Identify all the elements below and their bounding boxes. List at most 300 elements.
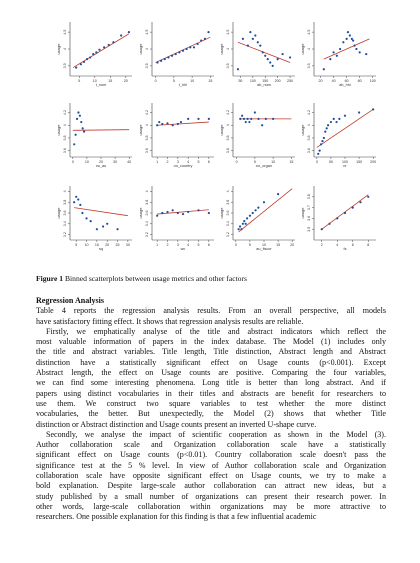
data-point — [336, 55, 338, 57]
y-tick-label: 3.5 — [226, 63, 230, 69]
data-point — [272, 65, 274, 67]
data-point — [330, 121, 332, 123]
fit-line — [74, 208, 128, 216]
x-tick-label: 25 — [115, 243, 120, 247]
data-point — [332, 51, 334, 53]
y-tick-label: 3.4 — [63, 221, 67, 227]
x-tick-label: 10 — [190, 79, 195, 83]
data-point — [328, 223, 330, 225]
data-point — [75, 196, 77, 198]
paragraph-2-line: vocabularies, the better. But unexpectedly, the Model (2) shows that whether Title — [36, 409, 386, 419]
paragraph-3-line: study published by a small number of organizations can present their research power. In — [36, 491, 386, 501]
data-point — [156, 215, 158, 217]
paragraph-3-line: significance test at the 5 % level. In view of Author collaboration scale and Organization — [36, 460, 386, 470]
data-point — [164, 58, 166, 60]
data-point — [171, 55, 173, 57]
data-point — [172, 209, 174, 211]
data-point — [269, 61, 271, 63]
y-tick-label: 3.4 — [145, 221, 149, 227]
data-point — [177, 123, 179, 125]
scatterplot-ab_hhi — [300, 22, 376, 87]
y-tick-label: 3.6 — [226, 148, 230, 154]
paragraphs — [36, 306, 386, 522]
y-tick-label: 4.2 — [63, 110, 67, 116]
x-tick-label: 150 — [262, 79, 269, 83]
scatterplot-fs — [300, 186, 376, 251]
y-tick-label: 4 — [145, 48, 149, 50]
data-point — [178, 51, 180, 53]
data-point — [208, 212, 210, 214]
data-point — [329, 58, 331, 60]
data-point — [186, 48, 188, 50]
data-point — [372, 108, 374, 110]
x-axis-label: no_au — [95, 164, 107, 168]
data-point — [166, 122, 168, 124]
x-tick-label: 100 — [369, 79, 376, 83]
data-point — [254, 209, 256, 211]
x-axis-label: ab_num — [257, 83, 271, 87]
x-tick-label: 0 — [235, 160, 238, 164]
y-tick-label: 3.8 — [63, 135, 67, 141]
fit-line — [324, 39, 370, 59]
data-point — [254, 111, 256, 113]
y-tick-label: 4 — [63, 190, 67, 193]
figure-caption — [36, 274, 247, 283]
data-point — [83, 61, 85, 63]
data-point — [265, 118, 267, 120]
paragraph-1-line: Table 4 reports the regression analysis results. From an overall perspective, all models — [36, 306, 386, 316]
y-tick-label: 3.7 — [307, 205, 311, 211]
data-point — [82, 127, 84, 129]
data-point — [245, 223, 247, 225]
x-tick-label: 15 — [94, 243, 99, 247]
x-tick-label: 20 — [99, 160, 103, 164]
scatterplot-sq — [56, 186, 132, 251]
x-tick-label: 20 — [123, 79, 128, 83]
data-point — [79, 115, 81, 117]
data-point — [237, 68, 239, 70]
data-point — [128, 31, 130, 33]
x-tick-label: 5 — [75, 243, 78, 247]
x-tick-label: 15 — [289, 160, 294, 164]
y-tick-label: 4.2 — [307, 110, 311, 116]
x-tick-label: 200 — [370, 160, 377, 164]
data-point — [359, 201, 361, 203]
data-point — [359, 51, 361, 53]
data-point — [333, 118, 335, 120]
data-point — [257, 118, 259, 120]
x-tick-label: 250 — [287, 79, 294, 83]
y-tick-label: 4 — [226, 48, 230, 50]
data-point — [103, 46, 105, 48]
scatterplot-no_au — [56, 103, 132, 168]
x-tick-label: 5 — [197, 160, 200, 164]
x-tick-label: 100 — [342, 160, 348, 164]
paragraph-3-line: collaboration scale have opposite significant effect on Usage counts, we try to make a — [36, 471, 386, 481]
data-point — [73, 143, 75, 145]
paragraph-2-line: most valuable information of papers in the index database. The Model (1) includes only — [36, 337, 386, 347]
y-tick-label: 4.2 — [145, 110, 149, 116]
y-tick-label: 3.8 — [307, 135, 311, 141]
scatterplot-wc — [138, 186, 214, 251]
x-tick-label: 20 — [318, 79, 323, 83]
data-point — [161, 212, 163, 214]
figure-caption-label: Figure 1 — [36, 274, 64, 283]
data-point — [319, 150, 321, 152]
body-text — [36, 296, 386, 523]
data-point — [358, 111, 360, 113]
y-tick-label: 4 — [307, 124, 311, 127]
x-axis-label: wc — [180, 247, 186, 251]
x-tick-label: 0 — [234, 243, 237, 247]
data-point — [338, 118, 340, 120]
x-tick-label: 150 — [356, 160, 363, 164]
data-point — [342, 41, 344, 43]
scatterplot-t_hhi — [138, 22, 214, 87]
x-axis-label: t_num — [95, 83, 107, 87]
data-point — [77, 198, 79, 200]
data-point — [250, 118, 252, 120]
data-point — [317, 153, 319, 155]
y-tick-label: 4.5 — [145, 29, 149, 35]
x-tick-label: 50 — [328, 160, 333, 164]
y-axis-label: usage — [300, 207, 305, 219]
data-point — [189, 46, 191, 48]
data-point — [80, 63, 82, 65]
paragraph-3-line: significant effect on Usage counts (p<0.01). Country collaboration scale doesn't pass the — [36, 450, 386, 460]
x-tick-label: 30 — [125, 243, 130, 247]
x-tick-label: 60 — [344, 79, 349, 83]
data-point — [80, 121, 82, 123]
data-point — [252, 212, 254, 214]
y-tick-label: 3.8 — [145, 135, 149, 141]
data-point — [197, 118, 199, 120]
y-tick-label: 4.5 — [226, 29, 230, 35]
y-axis-label: usage — [138, 207, 143, 219]
x-tick-label: 3 — [176, 160, 179, 164]
y-tick-label: 3.5 — [145, 63, 149, 69]
x-tick-label: 6 — [207, 243, 210, 247]
binned-scatterplot-figure — [0, 0, 420, 268]
paragraph-2-line: distinction have a statistically significant effect on Usage counts (p<0.001). Except — [36, 357, 386, 367]
paragraph-2-line: we can find some interesting phenomena. Long title is better than long abstract. And if — [36, 378, 386, 388]
data-point — [249, 215, 251, 217]
y-tick-label: 4.2 — [226, 110, 230, 116]
data-point — [321, 228, 323, 230]
y-tick-label: 3.8 — [63, 199, 67, 205]
y-tick-label: 4.5 — [63, 29, 67, 35]
y-axis-label: usage — [219, 207, 224, 219]
data-point — [320, 143, 322, 145]
x-tick-label: 50 — [238, 79, 243, 83]
scatterplot-nr — [300, 103, 376, 168]
data-point — [193, 46, 195, 48]
data-point — [90, 220, 92, 222]
y-tick-label: 4 — [226, 124, 230, 127]
data-point — [182, 50, 184, 52]
data-point — [352, 207, 354, 209]
y-tick-label: 3.6 — [145, 210, 149, 216]
figure-caption-text: Binned scatterplots between usage metrics and other factors — [64, 274, 247, 283]
data-point — [166, 211, 168, 213]
data-point — [242, 38, 244, 40]
fit-line — [239, 189, 293, 232]
y-tick-label: 3.8 — [145, 199, 149, 205]
data-point — [243, 118, 245, 120]
y-axis-label: usage — [56, 124, 61, 136]
data-point — [252, 38, 254, 40]
data-point — [326, 127, 328, 129]
y-tick-label: 4 — [307, 48, 311, 50]
data-point — [81, 212, 83, 214]
scatterplot-t_num — [56, 22, 132, 87]
y-tick-label: 3.2 — [63, 232, 67, 238]
data-point — [96, 228, 98, 230]
data-point — [85, 217, 87, 219]
data-point — [161, 123, 163, 125]
x-tick-label: 15 — [208, 79, 213, 83]
data-point — [323, 137, 325, 139]
x-tick-label: 6 — [351, 243, 354, 247]
x-tick-label: 20 — [290, 243, 295, 247]
paragraph-1-line: have satisfactory fitting effect. It shows that regression analysis results are reliable. — [36, 316, 304, 326]
paragraph-3-line: Secondly, we analyse the impact of scientific cooperation as shown in the Model (3). — [46, 429, 386, 439]
x-tick-label: 10 — [84, 243, 89, 247]
x-axis-label: nr — [343, 164, 347, 168]
data-point — [344, 212, 346, 214]
data-point — [243, 220, 245, 222]
x-tick-label: 15 — [276, 243, 281, 247]
data-point — [95, 51, 97, 53]
data-point — [177, 212, 179, 214]
x-axis-label: fs — [343, 247, 347, 251]
data-point — [238, 228, 240, 230]
x-tick-label: 1 — [156, 243, 159, 247]
data-point — [349, 34, 351, 36]
y-tick-label: 3.8 — [307, 194, 311, 200]
scatterplot-au_fiscor — [219, 186, 295, 251]
x-axis-label: t_hhi — [178, 83, 188, 87]
data-point — [86, 58, 88, 60]
x-tick-label: 30 — [113, 160, 118, 164]
data-point — [267, 58, 269, 60]
y-tick-label: 4 — [63, 124, 67, 127]
x-tick-label: 4 — [187, 160, 190, 164]
paragraph-3-line: bold explanation. Despite large-scale author collaboration can attract new ideas, but a — [36, 481, 386, 491]
fit-line — [238, 42, 290, 62]
x-tick-label: 2 — [320, 243, 323, 247]
paragraph-3-line: other words, large-scale collaboration within organizations may be more attractive to — [36, 501, 386, 511]
data-point — [102, 225, 104, 227]
x-tick-label: 40 — [127, 160, 132, 164]
data-point — [257, 207, 259, 209]
data-point — [365, 53, 367, 55]
y-tick-label: 3.2 — [226, 232, 230, 238]
data-point — [156, 124, 158, 126]
x-tick-label: 8 — [367, 243, 370, 247]
x-tick-label: 5 — [253, 160, 256, 164]
data-point — [264, 55, 266, 57]
data-point — [172, 124, 174, 126]
data-point — [352, 39, 354, 41]
data-point — [263, 201, 265, 203]
data-point — [245, 121, 247, 123]
data-point — [207, 31, 209, 33]
y-tick-label: 4 — [145, 190, 149, 193]
x-tick-label: 15 — [108, 79, 113, 83]
data-point — [353, 45, 355, 47]
x-tick-label: 4 — [187, 243, 190, 247]
x-tick-label: 10 — [84, 160, 89, 164]
section-heading: Regression Analysis — [36, 296, 105, 305]
data-point — [327, 124, 329, 126]
y-tick-label: 4 — [63, 48, 67, 50]
x-tick-label: 100 — [249, 79, 256, 83]
data-point — [242, 223, 244, 225]
data-point — [336, 217, 338, 219]
x-tick-label: 5 — [172, 79, 175, 83]
paragraph-2-line: distinction or Abstract distinction and Usage counts present an inverted U-shape curve. — [36, 419, 317, 429]
y-tick-label: 3.6 — [63, 210, 67, 216]
y-tick-label: 3.5 — [307, 63, 311, 69]
x-tick-label: 10 — [92, 79, 97, 83]
x-tick-label: 2 — [166, 160, 169, 164]
data-point — [321, 140, 323, 142]
x-tick-label: 1 — [156, 160, 159, 164]
scatterplot-no_country — [138, 103, 214, 168]
x-tick-label: 3 — [176, 243, 179, 247]
x-tick-label: 0 — [71, 160, 74, 164]
y-axis-label: usage — [56, 43, 61, 55]
data-point — [108, 44, 110, 46]
x-tick-label: 5 — [78, 79, 81, 83]
data-point — [239, 118, 241, 120]
data-point — [160, 60, 162, 62]
y-axis-label: usage — [300, 43, 305, 55]
data-point — [347, 31, 349, 33]
data-point — [200, 39, 202, 41]
data-point — [344, 115, 346, 117]
y-tick-label: 3.8 — [226, 135, 230, 141]
x-tick-label: 5 — [248, 243, 251, 247]
data-point — [339, 48, 341, 50]
y-tick-label: 3.5 — [307, 226, 311, 232]
data-point — [98, 49, 100, 51]
x-tick-label: 5 — [197, 243, 200, 247]
x-tick-label: 40 — [331, 79, 336, 83]
data-point — [257, 41, 259, 43]
x-axis-label: au_fiscor — [256, 247, 272, 251]
data-point — [77, 111, 79, 113]
fit-line — [157, 122, 209, 125]
x-tick-label: 0 — [315, 160, 318, 164]
scatterplot-ab_num — [219, 22, 295, 87]
data-point — [254, 34, 256, 36]
data-point — [112, 41, 114, 43]
data-point — [73, 201, 75, 203]
paragraph-2-line: Firstly, we emphatically analyse of the title and abstract indicators which reflect the — [46, 326, 386, 336]
y-axis-label: usage — [219, 43, 224, 55]
x-axis-label: ab_hhi — [339, 83, 351, 87]
data-point — [240, 228, 242, 230]
y-tick-label: 3.6 — [307, 215, 311, 221]
data-point — [187, 118, 189, 120]
x-tick-label: 10 — [262, 243, 266, 247]
data-point — [246, 217, 248, 219]
data-point — [346, 38, 348, 40]
data-point — [158, 121, 160, 123]
data-point — [75, 66, 77, 68]
data-point — [204, 38, 206, 40]
y-tick-label: 3.6 — [63, 148, 67, 154]
x-axis-label: no_organ — [255, 164, 273, 168]
data-point — [355, 48, 357, 50]
data-point — [261, 124, 263, 126]
fit-line — [73, 34, 129, 68]
data-point — [248, 121, 250, 123]
x-axis-label: sq — [98, 247, 104, 251]
data-point — [249, 31, 251, 33]
data-point — [324, 130, 326, 132]
data-point — [120, 34, 122, 36]
data-point — [239, 225, 241, 227]
data-point — [89, 56, 91, 58]
data-point — [76, 118, 78, 120]
data-point — [277, 58, 279, 60]
data-point — [180, 121, 182, 123]
data-point — [197, 209, 199, 211]
data-point — [241, 115, 243, 117]
data-point — [335, 121, 337, 123]
y-tick-label: 4.5 — [307, 29, 311, 35]
paragraph-3-line: researchers. One possible explanation for this finding is that a few influential academic — [36, 512, 317, 522]
data-point — [208, 118, 210, 120]
data-point — [323, 68, 325, 70]
y-tick-label: 4 — [226, 190, 230, 193]
data-point — [246, 118, 248, 120]
data-point — [79, 204, 81, 206]
y-axis-label: usage — [138, 43, 143, 55]
x-tick-label: 4 — [336, 243, 339, 247]
paragraph-3-line: Author collaboration scale and Organization collaboration scale have a statistically — [36, 440, 386, 450]
y-axis-label: usage — [138, 124, 143, 136]
paragraph-2-line: Abstract length, the effect on Usage counts are positive. Comparing the four variables, — [36, 368, 386, 378]
data-point — [75, 134, 77, 136]
x-axis-label: no_country — [173, 164, 193, 168]
data-point — [116, 228, 118, 230]
x-tick-label: 80 — [357, 79, 362, 83]
data-point — [156, 61, 158, 63]
x-tick-label: 10 — [271, 160, 276, 164]
data-point — [247, 45, 249, 47]
y-axis-label: usage — [300, 124, 305, 136]
x-tick-label: 0 — [154, 79, 157, 83]
data-point — [106, 223, 108, 225]
scatterplot-no_organ — [219, 103, 295, 168]
x-tick-label: 20 — [105, 243, 110, 247]
y-tick-label: 3.6 — [307, 148, 311, 154]
x-tick-label: 200 — [274, 79, 281, 83]
y-tick-label: 3.5 — [63, 63, 67, 69]
y-tick-label: 3.8 — [226, 199, 230, 205]
data-point — [262, 51, 264, 53]
data-point — [282, 53, 284, 55]
data-point — [182, 213, 184, 215]
y-tick-label: 3.4 — [226, 221, 230, 227]
data-point — [187, 211, 189, 213]
fit-line — [73, 130, 129, 131]
paragraph-2-line: use them. We construct two square variables to test whether the more distinct — [36, 398, 386, 408]
